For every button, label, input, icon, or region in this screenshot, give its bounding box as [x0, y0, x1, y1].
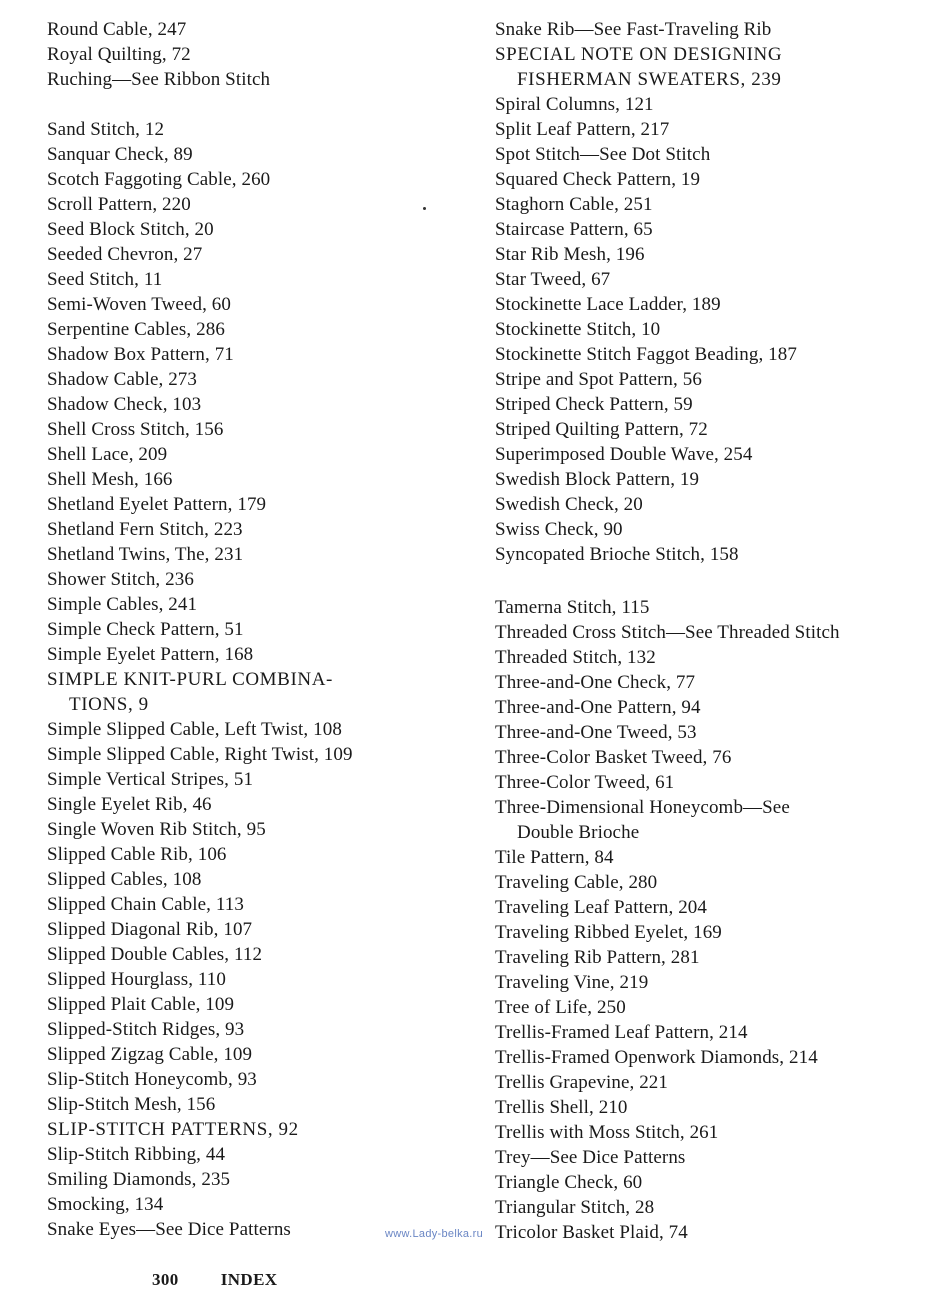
index-entry: Swedish Block Pattern, 19	[495, 469, 700, 490]
index-entry: Three-and-One Tweed, 53	[495, 722, 697, 743]
index-entry: SPECIAL NOTE ON DESIGNING	[495, 44, 783, 65]
index-entry: Trellis-Framed Openwork Diamonds, 214	[495, 1047, 818, 1068]
index-entry: Single Eyelet Rib, 46	[47, 794, 212, 815]
index-entry: Superimposed Double Wave, 254	[495, 444, 753, 465]
index-entry: Star Tweed, 67	[495, 269, 611, 290]
index-entry: Seeded Chevron, 27	[47, 244, 203, 265]
index-entry: Traveling Ribbed Eyelet, 169	[495, 922, 722, 943]
index-entry: Spot Stitch—See Dot Stitch	[495, 144, 711, 165]
index-entry: Triangular Stitch, 28	[495, 1197, 655, 1218]
index-entry: Single Woven Rib Stitch, 95	[47, 819, 266, 840]
index-entry: Seed Stitch, 11	[47, 269, 163, 290]
index-entry: Simple Slipped Cable, Left Twist, 108	[47, 719, 342, 740]
index-entry: Simple Check Pattern, 51	[47, 619, 244, 640]
index-entry: Snake Eyes—See Dice Patterns	[47, 1219, 291, 1240]
index-entry: Trellis with Moss Stitch, 261	[495, 1122, 719, 1143]
index-entry: Stockinette Stitch Faggot Beading, 187	[495, 344, 797, 365]
index-entry-continuation: Double Brioche	[517, 822, 640, 843]
section-gap	[495, 567, 927, 595]
index-entry: Slipped-Stitch Ridges, 93	[47, 1019, 245, 1040]
index-entry: Threaded Cross Stitch—See Threaded Stitch	[495, 622, 840, 643]
index-entry: Spiral Columns, 121	[495, 94, 654, 115]
index-entry: Swedish Check, 20	[495, 494, 643, 515]
index-entry: Traveling Leaf Pattern, 204	[495, 897, 708, 918]
index-entry: Shetland Eyelet Pattern, 179	[47, 494, 267, 515]
index-entry: Seed Block Stitch, 20	[47, 219, 214, 240]
index-entry: Triangle Check, 60	[495, 1172, 643, 1193]
index-entry: Slipped Zigzag Cable, 109	[47, 1044, 253, 1065]
index-entry: Ruching—See Ribbon Stitch	[47, 69, 271, 90]
index-entry: Slipped Chain Cable, 113	[47, 894, 244, 915]
index-entry: Shower Stitch, 236	[47, 569, 194, 590]
index-entry: Simple Vertical Stripes, 51	[47, 769, 254, 790]
index-entry: Smiling Diamonds, 235	[47, 1169, 231, 1190]
index-entry: Stockinette Lace Ladder, 189	[495, 294, 721, 315]
index-entry: Tricolor Basket Plaid, 74	[495, 1222, 688, 1243]
index-entry: Three-and-One Pattern, 94	[495, 697, 701, 718]
index-entry: Slip-Stitch Mesh, 156	[47, 1094, 216, 1115]
index-entry: Slipped Cables, 108	[47, 869, 202, 890]
index-entry: SLIP-STITCH PATTERNS, 92	[47, 1119, 299, 1140]
index-entry: Slipped Hourglass, 110	[47, 969, 227, 990]
index-entry: Striped Quilting Pattern, 72	[495, 419, 708, 440]
index-entry: Trey—See Dice Patterns	[495, 1147, 686, 1168]
index-column-left	[47, 17, 467, 1242]
index-entry: Tree of Life, 250	[495, 997, 626, 1018]
stray-mark	[423, 207, 426, 210]
index-entry: Stripe and Spot Pattern, 56	[495, 369, 702, 390]
index-entry: Serpentine Cables, 286	[47, 319, 225, 340]
watermark[interactable]: www.Lady-belka.ru	[385, 1228, 484, 1240]
index-entry: Slipped Double Cables, 112	[47, 944, 263, 965]
index-entry: Scroll Pattern, 220	[47, 194, 191, 215]
index-entry: Slipped Cable Rib, 106	[47, 844, 227, 865]
index-entry: Traveling Rib Pattern, 281	[495, 947, 700, 968]
index-entry: Three-Color Basket Tweed, 76	[495, 747, 732, 768]
section-label: INDEX	[220, 1270, 278, 1289]
index-entry: Stockinette Stitch, 10	[495, 319, 661, 340]
index-entry: Slip-Stitch Ribbing, 44	[47, 1144, 226, 1165]
index-entry: Shetland Twins, The, 231	[47, 544, 244, 565]
index-entry: Royal Quilting, 72	[47, 44, 191, 65]
index-entry: Simple Slipped Cable, Right Twist, 109	[47, 744, 353, 765]
index-entry: Three-Dimensional Honeycomb—See	[495, 797, 790, 818]
index-entry: Traveling Vine, 219	[495, 972, 649, 993]
index-entry: Snake Rib—See Fast-Traveling Rib	[495, 19, 772, 40]
index-entry-continuation: TIONS, 9	[69, 694, 149, 715]
index-entry: Three-and-One Check, 77	[495, 672, 696, 693]
index-entry-continuation: FISHERMAN SWEATERS, 239	[517, 69, 782, 90]
index-entry: Sanquar Check, 89	[47, 144, 193, 165]
index-entry: Simple Cables, 241	[47, 594, 198, 615]
index-entry: Star Rib Mesh, 196	[495, 244, 645, 265]
index-entry: Scotch Faggoting Cable, 260	[47, 169, 271, 190]
index-entry: Striped Check Pattern, 59	[495, 394, 693, 415]
index-entry: Trellis-Framed Leaf Pattern, 214	[495, 1022, 748, 1043]
index-entry: Shetland Fern Stitch, 223	[47, 519, 243, 540]
page-number: 300	[152, 1270, 179, 1289]
index-entry: SIMPLE KNIT-PURL COMBINA-	[47, 669, 333, 690]
index-entry: Tile Pattern, 84	[495, 847, 614, 868]
index-entry: Staghorn Cable, 251	[495, 194, 653, 215]
index-entry: Split Leaf Pattern, 217	[495, 119, 670, 140]
index-entry: Staircase Pattern, 65	[495, 219, 653, 240]
page-footer	[152, 1270, 278, 1290]
index-column-right	[495, 17, 927, 1245]
index-entry: Trellis Shell, 210	[495, 1097, 628, 1118]
index-entry: Simple Eyelet Pattern, 168	[47, 644, 254, 665]
index-entry: Slip-Stitch Honeycomb, 93	[47, 1069, 257, 1090]
index-entry: Shell Cross Stitch, 156	[47, 419, 224, 440]
index-entry: Trellis Grapevine, 221	[495, 1072, 669, 1093]
index-entry: Shadow Box Pattern, 71	[47, 344, 234, 365]
index-entry: Shell Lace, 209	[47, 444, 168, 465]
section-gap	[47, 92, 467, 117]
index-entry: Three-Color Tweed, 61	[495, 772, 675, 793]
index-entry: Smocking, 134	[47, 1194, 164, 1215]
index-entry: Slipped Plait Cable, 109	[47, 994, 235, 1015]
index-entry: Slipped Diagonal Rib, 107	[47, 919, 253, 940]
index-entry: Semi-Woven Tweed, 60	[47, 294, 232, 315]
index-entry: Shadow Cable, 273	[47, 369, 197, 390]
index-entry: Syncopated Brioche Stitch, 158	[495, 544, 739, 565]
index-entry: Shell Mesh, 166	[47, 469, 173, 490]
index-entry: Traveling Cable, 280	[495, 872, 658, 893]
index-entry: Shadow Check, 103	[47, 394, 202, 415]
index-entry: Swiss Check, 90	[495, 519, 623, 540]
index-entry: Sand Stitch, 12	[47, 119, 165, 140]
index-entry: Tamerna Stitch, 115	[495, 597, 650, 618]
index-entry: Threaded Stitch, 132	[495, 647, 656, 668]
index-entry: Round Cable, 247	[47, 19, 187, 40]
index-entry: Squared Check Pattern, 19	[495, 169, 701, 190]
